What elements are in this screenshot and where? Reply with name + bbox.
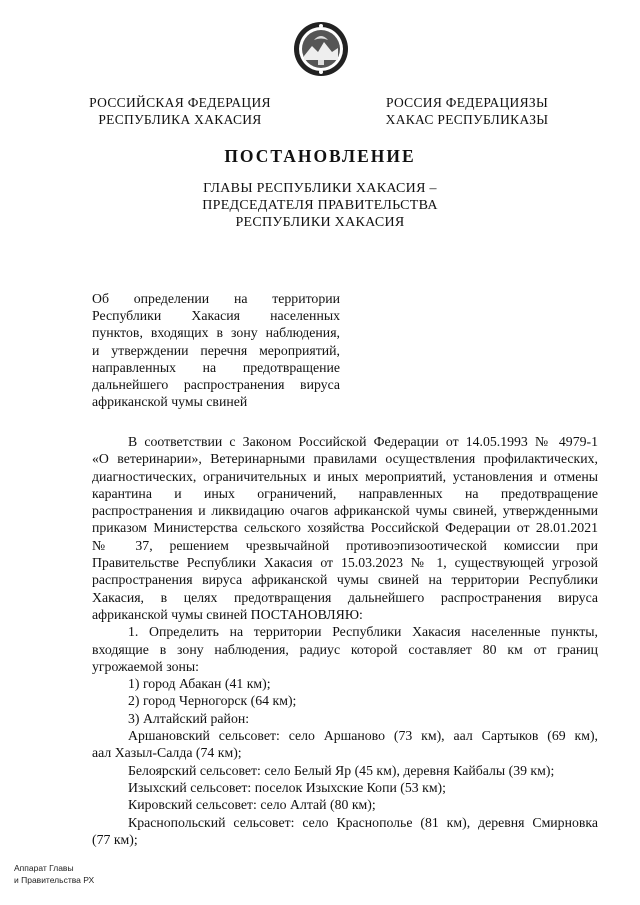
header-left-line-1: РОССИЙСКАЯ ФЕДЕРАЦИЯ: [89, 95, 271, 110]
body-line: 1) город Абакан (41 км);: [128, 676, 271, 692]
body-line: распространения вируса африканской чумы свиней на территории Республики: [92, 572, 598, 588]
header-right-line-2: ХАКАС РЕСПУБЛИКАЗЫ: [385, 112, 549, 127]
body-line: диагностических, ограничительных и иных мероприятий, установления и отмены: [92, 468, 598, 484]
body-line: (77 км);: [92, 831, 138, 847]
footer-line-2: и Правительства РХ: [14, 875, 95, 885]
body-line: карантина и иных ограничений, направленных на предотвращение: [92, 485, 598, 501]
body-line: «О ветеринарии», Ветеринарными правилами осуществления профилактических,: [92, 451, 598, 467]
header-right-block: [372, 94, 562, 128]
body-line: угрожаемой зоны:: [92, 658, 200, 674]
subtitle-line: ПРЕДСЕДАТЕЛЯ ПРАВИТЕЛЬСТВА: [202, 198, 438, 213]
header-right-line-1: РОССИЯ ФЕДЕРАЦИЯЗЫ: [385, 95, 549, 110]
body-line: № 37, решением чрезвычайной противоэпизоотической комиссии при: [92, 537, 598, 553]
body-line: 2) город Черногорск (64 км);: [128, 693, 297, 709]
subject-line: направленных на предотвращение: [92, 359, 340, 375]
body-line: Аршановский сельсовет: село Аршаново (73 км), аал Сартыков (69 км),: [128, 728, 598, 744]
document-title: ПОСТАНОВЛЕНИЕ: [224, 146, 416, 166]
coat-of-arms-emblem: [292, 20, 350, 78]
header-left-line-2: РЕСПУБЛИКА ХАКАСИЯ: [98, 112, 262, 127]
body-line: В соответствии с Законом Российской Федерации от 14.05.1993 № 4979-1: [128, 434, 598, 449]
subtitle-line: ГЛАВЫ РЕСПУБЛИКИ ХАКАСИЯ –: [203, 181, 437, 196]
body-line: распространения и ликвидацию очагов африканской чумы свиней, утвержденными: [92, 503, 598, 519]
body-line: Кировский сельсовет: село Алтай (80 км);: [128, 797, 376, 813]
document-subtitle: [120, 180, 520, 231]
body-line: африканской чумы свиней ПОСТАНОВЛЯЮ:: [92, 606, 363, 622]
subject-line: Республики Хакасия населенных: [92, 308, 340, 324]
body-line: Изыхский сельсовет: поселок Изыхские Копи (53 км);: [128, 779, 446, 795]
body-line: Краснопольский сельсовет: село Краснополье (81 км), деревня Смирновка: [128, 814, 598, 830]
subject-line: африканской чумы свиней: [92, 394, 248, 410]
subject-line: пунктов, входящих в зону наблюдения,: [92, 325, 340, 341]
header-left-block: [80, 94, 280, 128]
subject-line: Об определении на территории: [92, 291, 340, 306]
body-line: аал Хазыл-Салда (74 км);: [92, 745, 242, 761]
body-line: 3) Алтайский район:: [128, 710, 250, 726]
body-line: Белоярский сельсовет: село Белый Яр (45 км), деревня Кайбалы (39 км);: [128, 762, 555, 778]
footer-stamp: [14, 862, 94, 886]
subject-line: дальнейшего распространения вируса: [92, 377, 340, 393]
footer-line-1: Аппарат Главы: [14, 863, 74, 873]
body-line: Правительстве Республики Хакасия от 15.03.2023 № 1, существующей угрозой: [92, 555, 598, 571]
subject-line: и утверждении перечня мероприятий,: [92, 342, 340, 358]
body-line: входящие в зону наблюдения, радиус которой составляет 80 км от границ: [92, 641, 598, 657]
document-body: [92, 433, 598, 848]
subtitle-line: РЕСПУБЛИКИ ХАКАСИЯ: [235, 215, 405, 230]
body-line: 1. Определить на территории Республики Хакасия населенные пункты,: [128, 624, 598, 640]
body-line: приказом Министерства сельского хозяйства Российской Федерации от 28.01.2021: [92, 520, 598, 536]
document-subject: [92, 290, 340, 410]
body-line: Хакасия, в целях предотвращения дальнейшего распространения вируса: [92, 589, 598, 605]
